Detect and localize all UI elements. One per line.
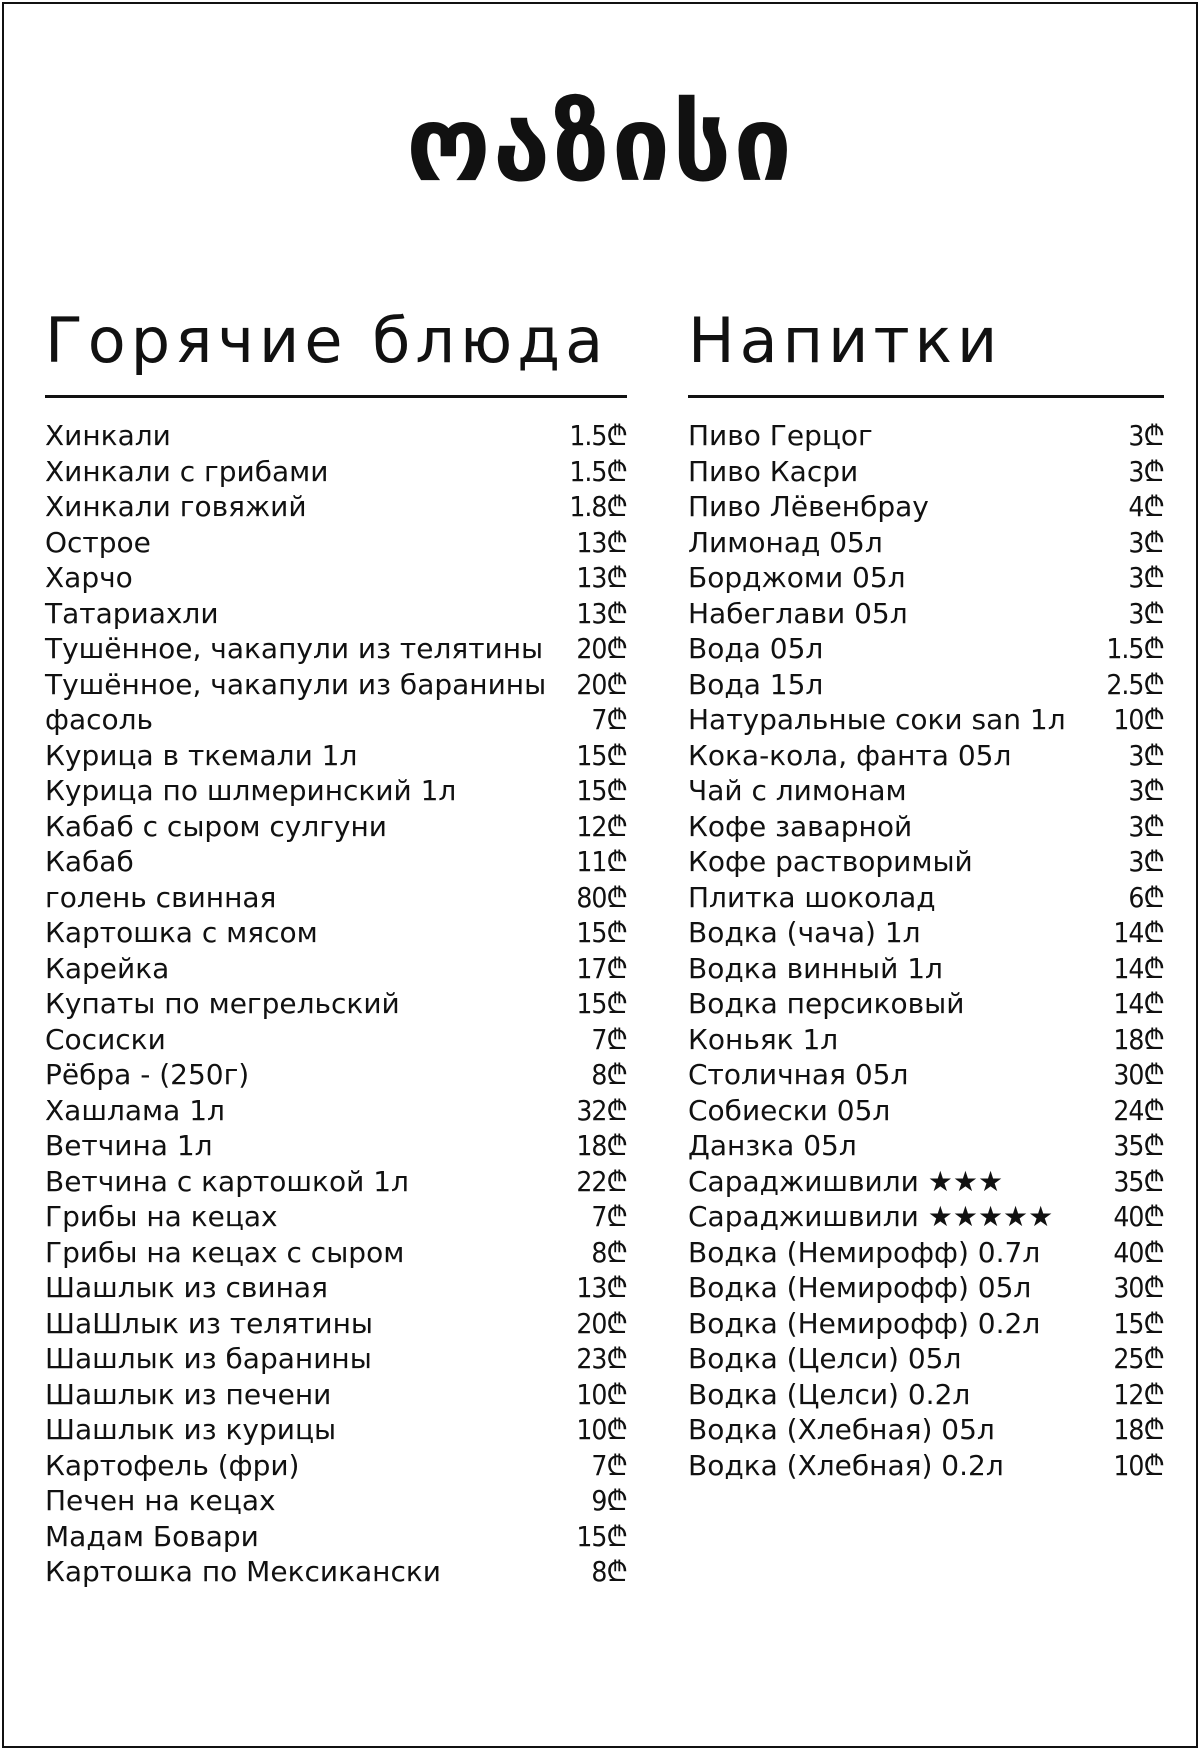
menu-item-name: Водка персиковый bbox=[688, 987, 965, 1020]
menu-item-price: 7₾ bbox=[591, 1200, 627, 1233]
menu-item-name: Лимонад 05л bbox=[688, 525, 883, 559]
menu-item-name: Хашлама 1л bbox=[45, 1093, 225, 1127]
menu-item-price: 23₾ bbox=[576, 1342, 627, 1375]
menu-item bbox=[688, 844, 1164, 880]
drinks-list bbox=[688, 418, 1164, 1483]
menu-item-name: Шашлык из баранины bbox=[45, 1342, 372, 1375]
menu-item-price: 1.8₾ bbox=[569, 490, 627, 523]
menu-item-price: 40₾ bbox=[1113, 1200, 1164, 1233]
menu-item-price: 3₾ bbox=[1128, 738, 1164, 772]
menu-item-name: Водка (Немирофф) 0.7л bbox=[688, 1235, 1041, 1269]
menu-item-name: Кабаб с сыром сулгуни bbox=[45, 809, 388, 843]
menu-item-price: 25₾ bbox=[1113, 1342, 1164, 1375]
menu-item-name: Курица по шлмеринский 1л bbox=[45, 774, 457, 807]
menu-item bbox=[688, 596, 1164, 632]
menu-item bbox=[45, 560, 627, 596]
menu-item bbox=[688, 1377, 1164, 1413]
menu-item bbox=[688, 1341, 1164, 1377]
menu-item-name: Шашлык из курицы bbox=[45, 1413, 337, 1446]
menu-item bbox=[688, 418, 1164, 454]
menu-item-price: 3₾ bbox=[1128, 774, 1164, 807]
menu-item-name: Коньяк 1л bbox=[688, 1022, 839, 1056]
menu-item bbox=[45, 667, 627, 703]
menu-item-price: 7₾ bbox=[591, 1022, 627, 1056]
menu-item-price: 15₾ bbox=[576, 916, 627, 949]
menu-item-price: 18₾ bbox=[1113, 1413, 1164, 1446]
menu-item bbox=[45, 489, 627, 525]
menu-item bbox=[45, 418, 627, 454]
menu-item bbox=[45, 1483, 627, 1519]
drinks-section bbox=[688, 304, 1164, 1483]
menu-item bbox=[45, 1377, 627, 1413]
menu-item-name: Шашлык из печени bbox=[45, 1377, 332, 1411]
menu-item bbox=[688, 702, 1164, 738]
menu-item bbox=[45, 951, 627, 987]
menu-item-name: Пиво Герцог bbox=[688, 419, 873, 452]
menu-item-name: Плитка шоколад bbox=[688, 880, 936, 914]
menu-item-name: Собиески 05л bbox=[688, 1093, 891, 1127]
menu-item-name: Печен на кецах bbox=[45, 1484, 276, 1517]
menu-item bbox=[688, 1412, 1164, 1448]
menu-item-name: Грибы на кецах bbox=[45, 1200, 278, 1233]
menu-item-name: Хинкали bbox=[45, 419, 171, 452]
menu-item-price: 14₾ bbox=[1113, 987, 1164, 1020]
menu-item bbox=[45, 1057, 627, 1093]
menu-item-name: Тушённое, чакапули из баранины bbox=[45, 667, 547, 701]
menu-item-price: 32₾ bbox=[576, 1093, 627, 1127]
menu-item-price: 6₾ bbox=[1128, 880, 1164, 914]
menu-item bbox=[45, 844, 627, 880]
menu-item-price: 10₾ bbox=[576, 1377, 627, 1411]
menu-item-price: 80₾ bbox=[576, 880, 627, 914]
menu-item-name: Купаты по мегрельский bbox=[45, 987, 400, 1020]
menu-item bbox=[45, 1270, 627, 1306]
menu-item-price: 9₾ bbox=[591, 1484, 627, 1517]
menu-item bbox=[45, 773, 627, 809]
menu-item-price: 3₾ bbox=[1128, 454, 1164, 488]
menu-item bbox=[688, 667, 1164, 703]
menu-item bbox=[688, 525, 1164, 561]
menu-item-name: ШаШлык из телятины bbox=[45, 1306, 374, 1340]
menu-item bbox=[688, 1057, 1164, 1093]
menu-item-price: 13₾ bbox=[576, 596, 627, 630]
menu-item-price: 35₾ bbox=[1113, 1164, 1164, 1198]
menu-item-name: Ветчина 1л bbox=[45, 1129, 213, 1162]
menu-item-price: 11₾ bbox=[576, 845, 627, 878]
menu-item-name: Кофе заварной bbox=[688, 809, 913, 843]
menu-item-price: 24₾ bbox=[1113, 1093, 1164, 1127]
menu-item bbox=[45, 809, 627, 845]
menu-item-name: Сараджишвили ★★★★★ bbox=[688, 1200, 1054, 1233]
menu-item-name: Кофе растворимый bbox=[688, 845, 973, 878]
hot-dishes-section bbox=[45, 304, 627, 1590]
menu-item-name: Шашлык из свиная bbox=[45, 1271, 328, 1304]
menu-item bbox=[688, 1199, 1164, 1235]
menu-item-price: 10₾ bbox=[576, 1413, 627, 1446]
menu-item-name: Чай с лимонам bbox=[688, 774, 907, 807]
menu-item-price: 20₾ bbox=[576, 632, 627, 665]
menu-item bbox=[688, 489, 1164, 525]
menu-item-name: Пиво Касри bbox=[688, 454, 859, 488]
menu-item bbox=[688, 1306, 1164, 1342]
menu-item bbox=[45, 596, 627, 632]
menu-item bbox=[45, 1128, 627, 1164]
menu-item bbox=[45, 915, 627, 951]
menu-item-price: 12₾ bbox=[1113, 1377, 1164, 1411]
menu-item bbox=[45, 1412, 627, 1448]
menu-item-price: 1.5₾ bbox=[569, 454, 627, 488]
menu-item bbox=[45, 702, 627, 738]
menu-item-name: Вода 05л bbox=[688, 632, 824, 665]
menu-item-name: Картошка с мясом bbox=[45, 916, 318, 949]
menu-item bbox=[688, 631, 1164, 667]
menu-item-price: 35₾ bbox=[1113, 1129, 1164, 1162]
menu-item-name: Хинкали с грибами bbox=[45, 454, 329, 488]
menu-item-price: 3₾ bbox=[1128, 845, 1164, 878]
menu-item-name: Грибы на кецах с сыром bbox=[45, 1235, 405, 1269]
menu-item-name: Карейка bbox=[45, 951, 170, 985]
menu-item bbox=[688, 1448, 1164, 1484]
menu-item-price: 12₾ bbox=[576, 809, 627, 843]
menu-item bbox=[688, 1235, 1164, 1271]
menu-item-name: фасоль bbox=[45, 703, 154, 736]
menu-item-name: Мадам Бовари bbox=[45, 1519, 259, 1553]
menu-item-name: Набеглави 05л bbox=[688, 596, 908, 630]
menu-item-name: Водка (Хлебная) 05л bbox=[688, 1413, 995, 1446]
menu-item-price: 8₾ bbox=[591, 1235, 627, 1269]
hot-dishes-heading: Горячие блюда bbox=[45, 304, 609, 377]
hot-dishes-divider bbox=[45, 395, 627, 398]
menu-item-price: 10₾ bbox=[1113, 1448, 1164, 1482]
menu-item bbox=[688, 560, 1164, 596]
menu-item bbox=[45, 1341, 627, 1377]
menu-item bbox=[45, 1235, 627, 1271]
menu-item-price: 3₾ bbox=[1128, 419, 1164, 452]
menu-item-name: Столичная 05л bbox=[688, 1058, 909, 1091]
menu-item bbox=[45, 1519, 627, 1555]
menu-item-price: 15₾ bbox=[576, 1519, 627, 1553]
menu-item-name: Кока-кола, фанта 05л bbox=[688, 738, 1012, 772]
menu-item-price: 18₾ bbox=[576, 1129, 627, 1162]
menu-item-name: Харчо bbox=[45, 561, 133, 594]
menu-item bbox=[45, 880, 627, 916]
menu-item bbox=[45, 525, 627, 561]
menu-item-name: Водка (Целси) 05л bbox=[688, 1342, 962, 1375]
menu-item-name: Водка (Целси) 0.2л bbox=[688, 1377, 971, 1411]
menu-item bbox=[688, 809, 1164, 845]
menu-item-name: Хинкали говяжий bbox=[45, 490, 307, 523]
menu-item-name: Сараджишвили ★★★ bbox=[688, 1164, 1004, 1198]
menu-item-price: 2.5₾ bbox=[1106, 667, 1164, 701]
menu-item bbox=[688, 951, 1164, 987]
menu-item bbox=[688, 738, 1164, 774]
menu-item-price: 20₾ bbox=[576, 1306, 627, 1340]
menu-item bbox=[688, 1128, 1164, 1164]
menu-item-price: 17₾ bbox=[576, 951, 627, 985]
menu-item-name: Водка винный 1л bbox=[688, 951, 943, 985]
menu-item-name: Острое bbox=[45, 525, 151, 559]
menu-item-price: 15₾ bbox=[1113, 1306, 1164, 1340]
menu-item-price: 20₾ bbox=[576, 667, 627, 701]
menu-item-name: Курица в ткемали 1л bbox=[45, 738, 358, 772]
menu-item bbox=[688, 915, 1164, 951]
menu-item-price: 8₾ bbox=[591, 1058, 627, 1091]
menu-item bbox=[45, 1448, 627, 1484]
menu-item bbox=[688, 454, 1164, 490]
menu-item bbox=[45, 1022, 627, 1058]
menu-item-price: 1.5₾ bbox=[569, 419, 627, 452]
menu-item-price: 13₾ bbox=[576, 1271, 627, 1304]
menu-item-name: Ветчина с картошкой 1л bbox=[45, 1164, 409, 1198]
menu-item bbox=[688, 880, 1164, 916]
drinks-divider bbox=[688, 395, 1164, 398]
menu-item-price: 7₾ bbox=[591, 703, 627, 736]
menu-item-price: 30₾ bbox=[1113, 1058, 1164, 1091]
menu-item-price: 15₾ bbox=[576, 774, 627, 807]
hot-dishes-list bbox=[45, 418, 627, 1590]
menu-item-price: 4₾ bbox=[1128, 490, 1164, 523]
menu-item-name: Сосиски bbox=[45, 1022, 166, 1056]
menu-item-price: 13₾ bbox=[576, 525, 627, 559]
menu-item-price: 7₾ bbox=[591, 1448, 627, 1482]
menu-item bbox=[688, 1093, 1164, 1129]
menu-item-price: 3₾ bbox=[1128, 561, 1164, 594]
menu-item-price: 3₾ bbox=[1128, 525, 1164, 559]
menu-item-name: Данзка 05л bbox=[688, 1129, 857, 1162]
menu-item-name: Натуральные соки san 1л bbox=[688, 703, 1066, 736]
menu-item-price: 3₾ bbox=[1128, 809, 1164, 843]
menu-item bbox=[45, 1554, 627, 1590]
menu-item bbox=[45, 1199, 627, 1235]
menu-item bbox=[45, 738, 627, 774]
menu-item-name: Тушённое, чакапули из телятины bbox=[45, 632, 544, 665]
menu-item bbox=[45, 1164, 627, 1200]
menu-item-price: 14₾ bbox=[1113, 951, 1164, 985]
menu-item-price: 18₾ bbox=[1113, 1022, 1164, 1056]
menu-item bbox=[45, 454, 627, 490]
menu-item-price: 30₾ bbox=[1113, 1271, 1164, 1304]
menu-item-name: голень свинная bbox=[45, 880, 277, 914]
menu-item bbox=[688, 1270, 1164, 1306]
restaurant-title: ოაზისი bbox=[406, 83, 794, 205]
menu-item-name: Татариахли bbox=[45, 596, 219, 630]
menu-item-price: 15₾ bbox=[576, 738, 627, 772]
menu-item-price: 10₾ bbox=[1113, 703, 1164, 736]
menu-item-price: 15₾ bbox=[576, 987, 627, 1020]
menu-item-name: Картошка по Мексикански bbox=[45, 1555, 441, 1588]
menu-item-name: Кабаб bbox=[45, 845, 134, 878]
menu-item-price: 22₾ bbox=[576, 1164, 627, 1198]
menu-item-name: Водка (Хлебная) 0.2л bbox=[688, 1448, 1004, 1482]
menu-item-price: 13₾ bbox=[576, 561, 627, 594]
menu-item-price: 8₾ bbox=[591, 1555, 627, 1588]
menu-item bbox=[688, 986, 1164, 1022]
menu-item bbox=[688, 1022, 1164, 1058]
menu-item-price: 1.5₾ bbox=[1106, 632, 1164, 665]
drinks-heading: Напитки bbox=[688, 304, 1003, 377]
menu-item-price: 3₾ bbox=[1128, 596, 1164, 630]
menu-item-name: Водка (Немирофф) 05л bbox=[688, 1271, 1032, 1304]
menu-item bbox=[688, 1164, 1164, 1200]
menu-item bbox=[45, 1093, 627, 1129]
menu-item-price: 40₾ bbox=[1113, 1235, 1164, 1269]
menu-item-name: Пиво Лёвенбрау bbox=[688, 490, 929, 523]
menu-item-name: Вода 15л bbox=[688, 667, 824, 701]
menu-item bbox=[45, 1306, 627, 1342]
menu-item bbox=[45, 986, 627, 1022]
menu-item-name: Водка (Немирофф) 0.2л bbox=[688, 1306, 1041, 1340]
menu-item-name: Рёбра - (250г) bbox=[45, 1058, 250, 1091]
menu-item-name: Водка (чача) 1л bbox=[688, 916, 921, 949]
menu-item-name: Борджоми 05л bbox=[688, 561, 906, 594]
menu-item-name: Картофель (фри) bbox=[45, 1448, 300, 1482]
menu-item bbox=[45, 631, 627, 667]
menu-item bbox=[688, 773, 1164, 809]
menu-item-price: 14₾ bbox=[1113, 916, 1164, 949]
